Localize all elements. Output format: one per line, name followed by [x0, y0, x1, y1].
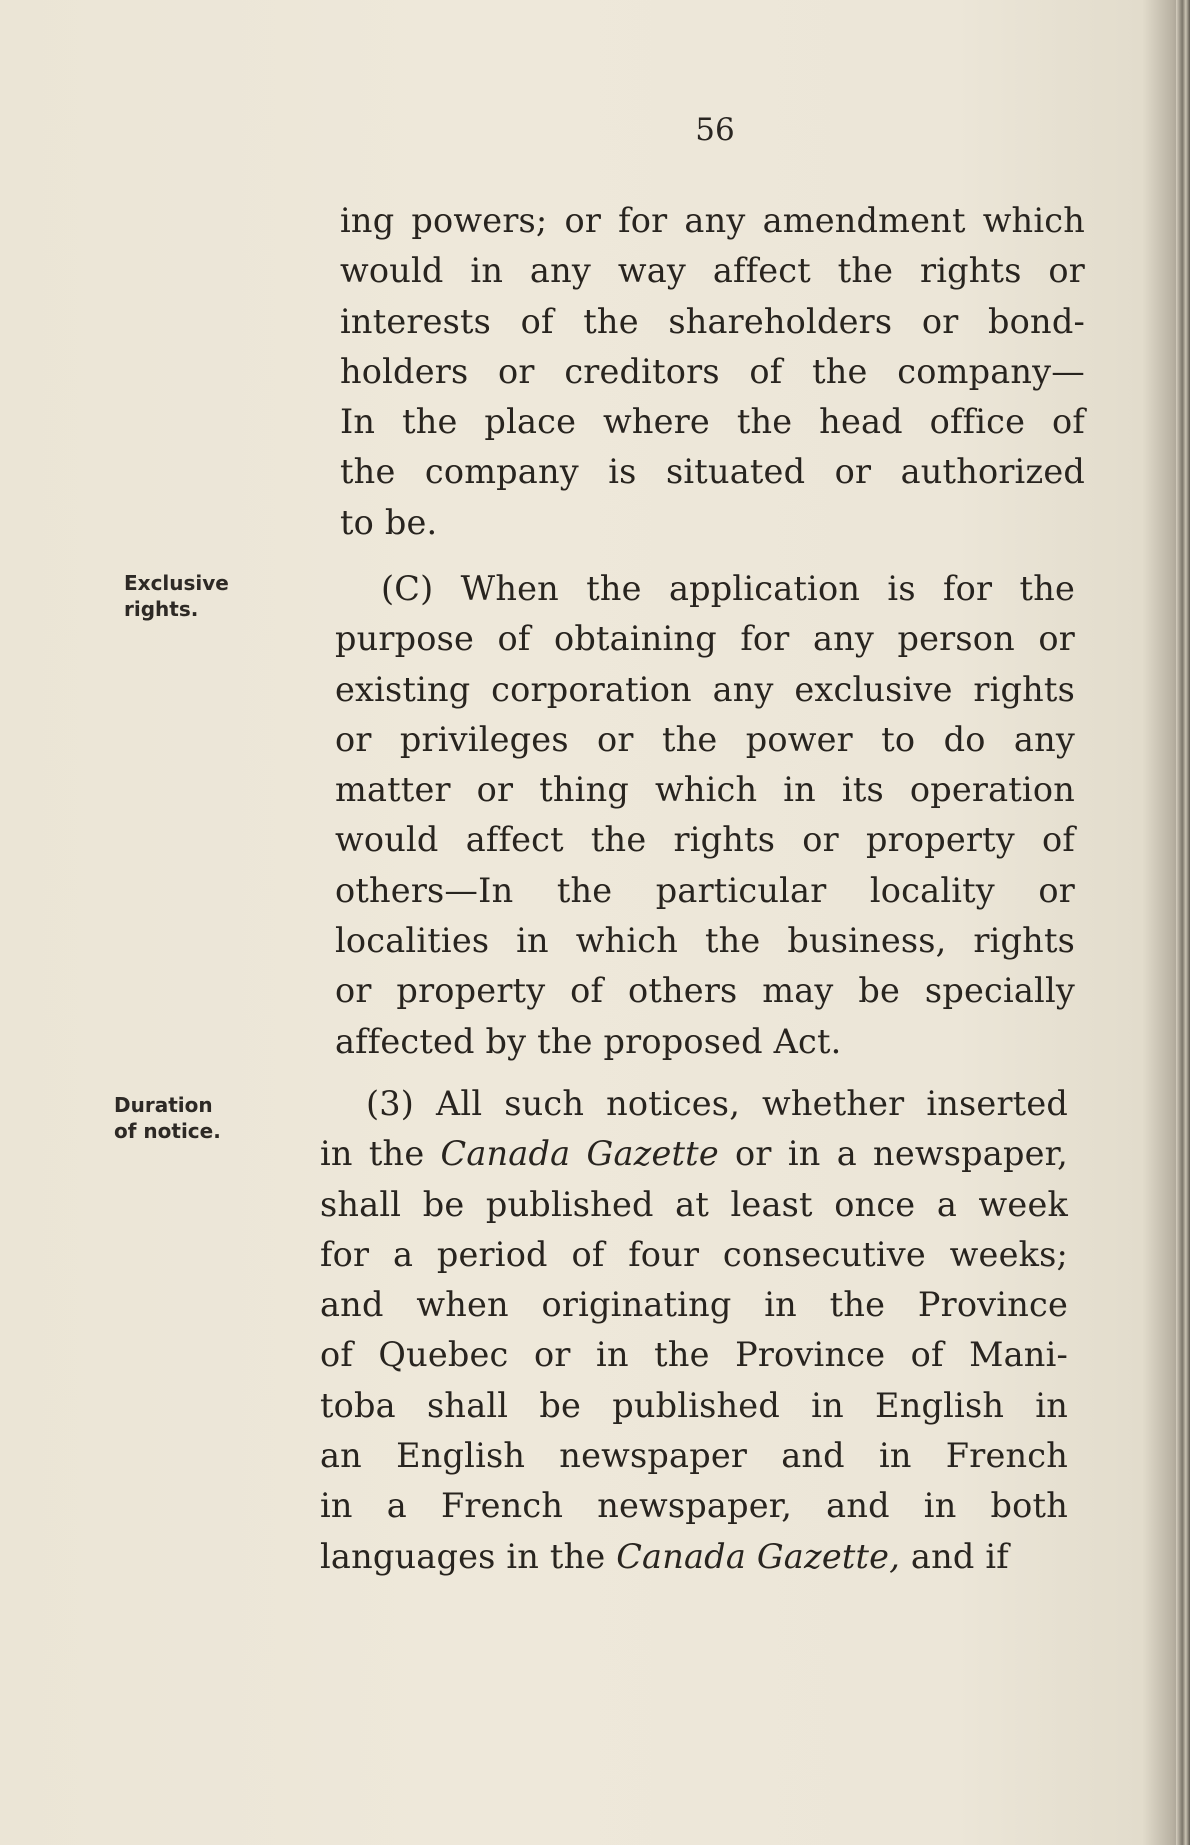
text-line: and when originating in the Province [320, 1285, 1068, 1325]
text-line: the company is situated or authorized [340, 452, 1085, 492]
text-line: localities in which the business, rights [335, 921, 1075, 961]
paragraph-continuation [340, 196, 1085, 548]
text-line: ing powers; or for any amendment which [340, 201, 1085, 240]
text-line: to be. [340, 502, 438, 542]
italic-title: Canada Gazette [440, 1134, 719, 1174]
text-line: shall be published at least once a week [320, 1184, 1068, 1224]
margin-note-exclusive-rights [124, 570, 229, 622]
page-number: 56 [695, 112, 735, 148]
margin-note-line: Exclusive [124, 571, 229, 595]
margin-note-line: Duration [114, 1093, 213, 1117]
text-line: others—In the particular locality or [335, 870, 1075, 910]
text-line: toba shall be published in English in [320, 1385, 1068, 1425]
book-spine-edge [1176, 0, 1190, 1845]
paragraph-duration-of-notice [320, 1079, 1068, 1582]
text-line: would affect the rights or property of [335, 820, 1075, 860]
text-line: existing corporation any exclusive rights [335, 669, 1075, 709]
margin-note-duration-of-notice [114, 1092, 221, 1144]
text-line: in a French newspaper, and in both [320, 1486, 1068, 1526]
text-line: (C) When the application is for the [381, 569, 1075, 608]
text-line: (3) All such notices, whether inserted [366, 1084, 1068, 1123]
text-line: purpose of obtaining for any person or [335, 619, 1075, 659]
paragraph-exclusive-rights [335, 564, 1075, 1067]
margin-note-line: of notice. [114, 1119, 221, 1143]
text-line: of Quebec or in the Province of Mani- [320, 1335, 1068, 1375]
text-line: holders or creditors of the company— [340, 351, 1085, 391]
text-line: affected by the proposed Act. [335, 1021, 842, 1061]
text-line: for a period of four consecutive weeks; [320, 1234, 1068, 1274]
margin-note-line: rights. [124, 597, 199, 621]
text-line: would in any way affect the rights or [340, 251, 1085, 291]
text-line: interests of the shareholders or bond- [340, 301, 1085, 341]
text-line: an English newspaper and in French [320, 1436, 1068, 1476]
text-line: or privileges or the power to do any [335, 719, 1075, 759]
text-line: or property of others may be specially [335, 971, 1075, 1011]
text-line: languages in the Canada Gazette, and if [320, 1536, 1009, 1576]
text-line: matter or thing which in its operation [335, 770, 1075, 810]
italic-title: Canada Gazette, [616, 1536, 901, 1576]
text-line: In the place where the head office of [340, 402, 1085, 442]
text-line: in the Canada Gazette or in a newspaper, [320, 1134, 1068, 1174]
